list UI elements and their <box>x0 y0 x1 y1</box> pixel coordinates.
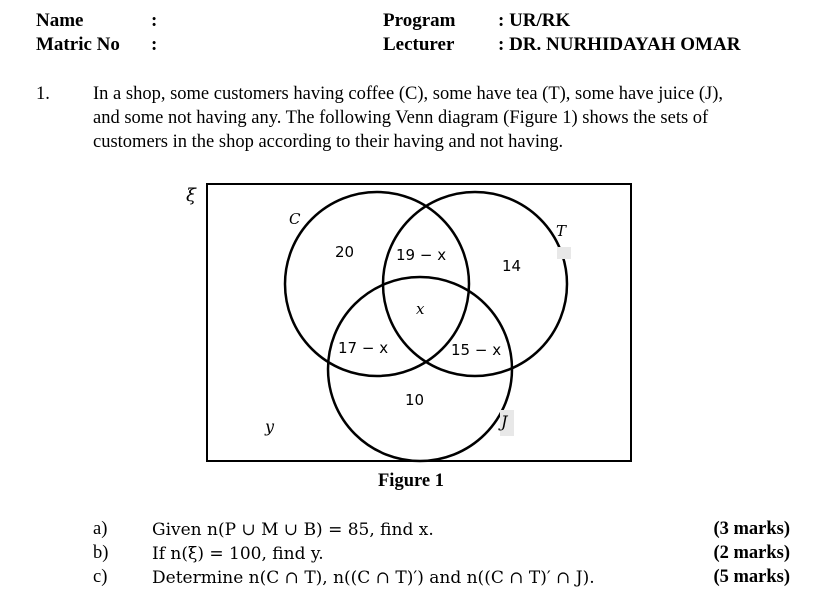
part-a-label: a) <box>93 519 108 539</box>
set-j-label: J <box>501 412 508 431</box>
part-c-label: c) <box>93 567 108 587</box>
figure-caption: Figure 1 <box>378 471 444 491</box>
program-value: : UR/RK <box>498 10 571 31</box>
part-a-marks: (3 marks) <box>713 519 790 539</box>
part-c-marks: (5 marks) <box>713 567 790 587</box>
matric-colon: : <box>151 34 158 55</box>
program-label: Program <box>383 10 456 31</box>
name-label: Name <box>36 10 84 31</box>
region-t-only: 14 <box>502 257 522 275</box>
lecturer-value: : DR. NURHIDAYAH OMAR <box>498 34 741 55</box>
part-b-label: b) <box>93 543 109 563</box>
region-outside: y <box>265 417 275 436</box>
name-colon: : <box>151 10 158 31</box>
part-c-text: Determine n(C ∩ T), n((C ∩ T)′) and n((C ∩ T)′ ∩ J). <box>152 568 595 588</box>
set-c-label: C <box>289 210 301 228</box>
region-c-t: 19 − x <box>396 246 447 264</box>
universal-label: ξ <box>186 185 196 206</box>
region-t-j: 15 − x <box>451 341 502 359</box>
set-t-label: T <box>556 222 567 240</box>
part-a-text: Given n(P ∪ M ∪ B) = 85, find x. <box>152 520 434 540</box>
part-b-marks: (2 marks) <box>713 543 790 563</box>
question-line-3: customers in the shop according to their having and not having. <box>93 132 564 152</box>
question-number: 1. <box>36 84 50 104</box>
lecturer-label: Lecturer <box>383 34 455 55</box>
matric-label: Matric No <box>36 34 120 55</box>
region-c-j: 17 − x <box>338 339 389 357</box>
question-line-2: and some not having any. The following Venn diagram (Figure 1) shows the sets of <box>93 108 709 128</box>
part-b-text: If n(ξ) = 100, find y. <box>152 544 324 564</box>
scan-shade-t <box>557 247 571 259</box>
region-c-only: 20 <box>335 243 355 261</box>
region-j-only: 10 <box>405 391 425 409</box>
region-center: x <box>416 300 425 318</box>
question-line-1: In a shop, some customers having coffee (C), some have tea (T), some have juice (J), <box>93 84 723 104</box>
